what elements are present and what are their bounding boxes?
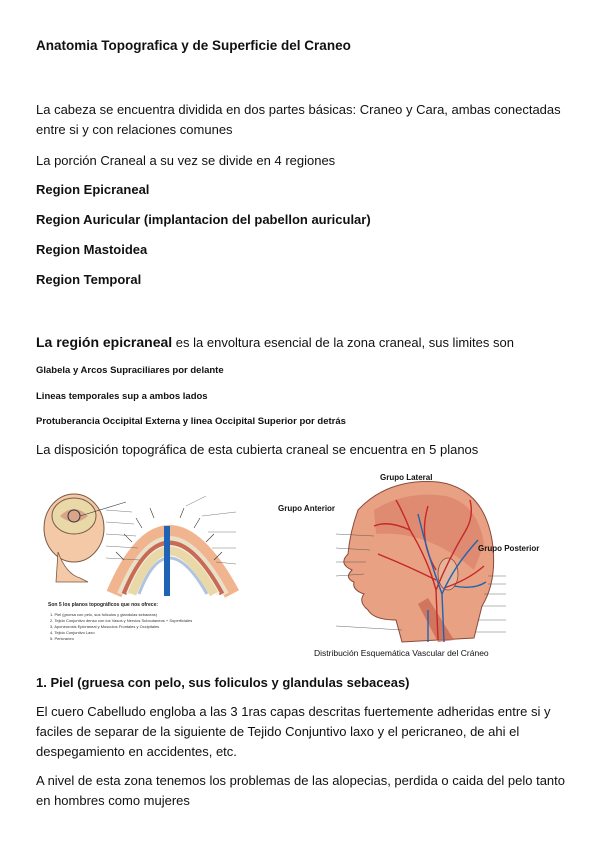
limit-item: Glabela y Arcos Supraciliares por delante bbox=[36, 365, 224, 376]
figure1-item: 2. Tejido Conjuntivo denso con los Vasos y Nervios Subcutaneos + Superficiales bbox=[50, 618, 193, 623]
division-paragraph: La porción Craneal a su vez se divide en 4 regiones bbox=[36, 153, 336, 168]
region-item: Region Mastoidea bbox=[36, 242, 148, 257]
section-heading-piel: 1. Piel (gruesa con pelo, sus foliculos y glandulas sebaceas) bbox=[36, 675, 410, 690]
epicraneal-heading: La región epicraneal bbox=[36, 334, 173, 350]
paragraph-alopecias: A nivel de esta zona tenemos los problemas de las alopecias, perdida o caida del pelo tanto en hombres como mujeres bbox=[36, 773, 566, 808]
figure1-caption-title: Son 5 los planos topográficos que nos ofrece: bbox=[48, 602, 159, 608]
epicraneal-rest: es la envoltura esencial de la zona craneal, sus limites son bbox=[172, 335, 514, 350]
figure2-caption: Distribución Esquemática Vascular del Cráneo bbox=[314, 648, 489, 658]
label-grupo-anterior: Grupo Anterior bbox=[278, 504, 336, 513]
region-item: Region Epicraneal bbox=[36, 182, 150, 197]
limit-item: Lineas temporales sup a ambos lados bbox=[36, 391, 208, 402]
head-vascular-illustration bbox=[278, 470, 550, 660]
region-item: Region Temporal bbox=[36, 272, 142, 287]
region-item: Region Auricular (implantacion del pabellon auricular) bbox=[36, 212, 371, 227]
limit-item: Protuberancia Occipital Externa y linea Occipital Superior por detrás bbox=[36, 416, 346, 427]
figure1-item: 5. Pericraneo bbox=[50, 636, 74, 641]
page-title: Anatomia Topografica y de Superficie del Craneo bbox=[36, 38, 351, 53]
label-grupo-lateral: Grupo Lateral bbox=[380, 473, 433, 482]
scalp-layers-illustration bbox=[36, 482, 276, 604]
paragraph-cuero-cabelludo: El cuero Cabelludo engloba a las 3 1ras capas descritas fuertemente adheridas entre si y faciles de separar de la siguiente de Tejido Conjuntivo laxo y el pericraneo, de ahi el despegamiento en accidentes, etc. bbox=[36, 704, 551, 759]
scalp-layers-figure bbox=[36, 482, 276, 642]
vascular-figure bbox=[278, 470, 550, 660]
label-grupo-posterior: Grupo Posterior bbox=[478, 544, 540, 553]
figure1-item: 3. Aponeurosis Epicraneal y Musculos Frontales y Occipitales bbox=[50, 624, 160, 629]
figure1-item: 1. Piel (gruesa con pelo, sus foliculos y glandulas sebaceas) bbox=[50, 612, 157, 617]
epicraneal-paragraph bbox=[36, 332, 514, 353]
planos-paragraph: La disposición topográfica de esta cubierta craneal se encuentra en 5 planos bbox=[36, 442, 479, 457]
figure1-item: 4. Tejido Conjuntivo Laxo bbox=[50, 630, 95, 635]
intro-paragraph: La cabeza se encuentra dividida en dos partes básicas: Craneo y Cara, ambas conectadas entre si y con relaciones comunes bbox=[36, 102, 561, 137]
